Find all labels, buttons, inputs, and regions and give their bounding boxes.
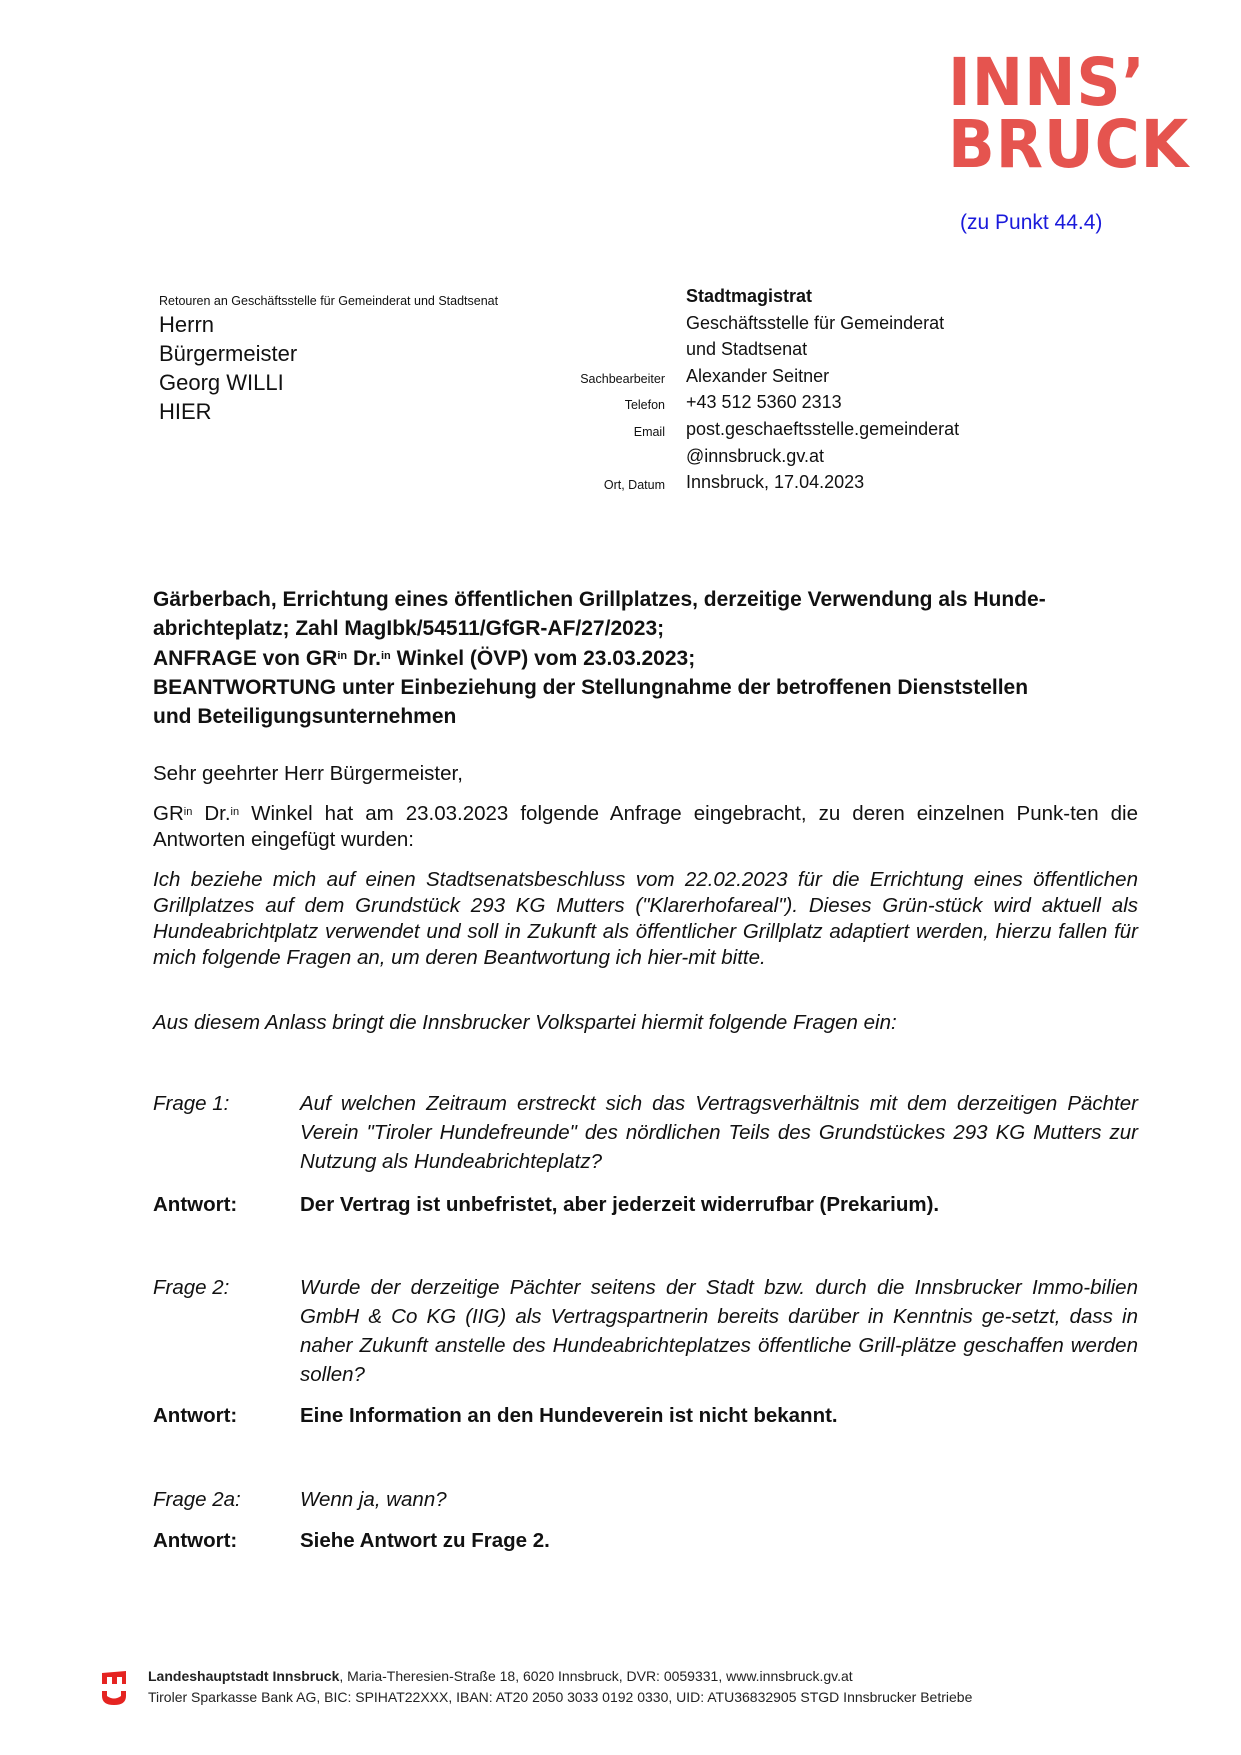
intro-paragraph: $GR^{in}$ Dr.$^{in}$ Winkel hat am 23.03.2023 folgende Anfrage eingebracht, zu deren einzelnen Punk-ten die Antworten eingefügt wurden:: [153, 802, 1138, 851]
footer-address: , Maria-Theresien-Straße 18, 6020 Innsbruck, DVR: 0059331, www.innsbruck.gv.at: [339, 1668, 853, 1684]
email-value-domain: @innsbruck.gv.at: [686, 445, 824, 466]
recipient-line: HIER: [159, 399, 212, 424]
subject: [153, 585, 1143, 731]
logo-line-1: INNS’: [948, 44, 1146, 121]
city-crest-bottom-icon: [100, 1690, 128, 1706]
answer-2: Antwort: Eine Information an den Hundeverein ist nicht bekannt.: [153, 1404, 838, 1427]
subject-line: und Beteiligungsunternehmen: [153, 705, 457, 729]
sender-org: Stadtmagistrat: [686, 286, 813, 306]
subject-line: BEANTWORTUNG unter Einbeziehung der Stellungnahme der betroffenen Dienststellen: [153, 675, 1029, 699]
email-value: post.geschaeftsstelle.gemeinderat: [686, 418, 960, 439]
subject-line: abrichteplatz; Zahl MagIbk/54511/GfGR-AF/27/2023;: [153, 617, 665, 641]
date-label: Ort, Datum: [603, 478, 665, 493]
footer: [100, 1666, 972, 1708]
email-label: Email: [633, 424, 665, 439]
innsbruck-logo: [948, 44, 1190, 183]
city-crest-top-icon: [100, 1669, 128, 1685]
answer-1: Antwort: Der Vertrag ist unbefristet, aber jederzeit widerrufbar (Prekarium).: [153, 1193, 940, 1216]
footer-bank: Tiroler Sparkasse Bank AG, BIC: SPIHAT22XXX, IBAN: AT20 2050 3033 0192 0330, UID: ATU36832905 STGD Innsbrucker Betriebe: [148, 1689, 973, 1705]
question-2a: Frage 2a: Wenn ja, wann?: [153, 1488, 447, 1511]
date-value: Innsbruck, 17.04.2023: [686, 472, 865, 493]
logo-line-2: BRUCK: [948, 106, 1190, 183]
salutation: Sehr geehrter Herr Bürgermeister,: [153, 762, 463, 785]
recipient-address: [159, 310, 297, 426]
sender-block: [500, 283, 959, 496]
agenda-reference: (zu Punkt 44.4): [960, 211, 1103, 234]
recipient-line: Georg WILLI: [159, 370, 284, 395]
subject-line: ANFRAGE von $GR^{in}$ Dr.$^{in}$ Winkel (ÖVP) vom 23.03.2023;: [153, 646, 696, 670]
return-address: Retouren an Geschäftsstelle für Gemeinderat und Stadtsenat: [159, 294, 499, 308]
question-1: Frage 1: Auf welchen Zeitraum erstreckt sich das Vertragsverhältnis mit dem derzeitigen Pächter Verein "Tiroler Hundefreunde" des nördlichen Teils des Grundstückes 293 KG Mutters zur Nutzung als Hundeabrichteplatz?: [153, 1092, 1138, 1173]
clerk-label: Sachbearbeiter: [580, 371, 665, 386]
answer-2a: Antwort: Siehe Antwort zu Frage 2.: [153, 1529, 550, 1552]
phone-value: +43 512 5360 2313: [686, 392, 842, 413]
question-2: Frage 2: Wurde der derzeitige Pächter seitens der Stadt bzw. durch die Innsbrucker Immo-bilien GmbH & Co KG (IIG) als Vertragspartnerin bereits darüber in Kenntnis ge-setzt, dass in naher Zukunft anstelle des Hundeabrichteplatzes öffentliche Grill-plätze geschaffen werden sollen?: [153, 1276, 1138, 1386]
clerk-name: Alexander Seitner: [686, 365, 830, 386]
inquiry-quote-2: Aus diesem Anlass bringt die Innsbrucker Volkspartei hiermit folgende Fragen ein:: [153, 1011, 897, 1034]
sender-dept: Geschäftsstelle für Gemeinderat: [686, 312, 945, 333]
sender-dept: und Stadtsenat: [686, 339, 808, 360]
recipient-line: Herrn: [159, 312, 215, 337]
inquiry-quote: Ich beziehe mich auf einen Stadtsenatsbeschluss vom 22.02.2023 für die Errichtung eines öffentlichen Grillplatzes auf dem Grundstück 293 KG Mutters ("Klarerhofareal"). Dieses Grün-stück wird aktuell als Hundeabrichtplatz verwendet und soll in Zukunft als öffentlicher Grillplatz adaptiert werden, hierzu fallen für mich folgende Fragen an, um deren Beantwortung ich hier-mit bitte.: [153, 868, 1138, 969]
phone-label: Telefon: [624, 398, 665, 413]
recipient-line: Bürgermeister: [159, 341, 298, 366]
subject-line: Gärberbach, Errichtung eines öffentlichen Grillplatzes, derzeitige Verwendung als Hunde-: [153, 588, 1046, 611]
footer-city: Landeshauptstadt Innsbruck: [148, 1668, 340, 1684]
